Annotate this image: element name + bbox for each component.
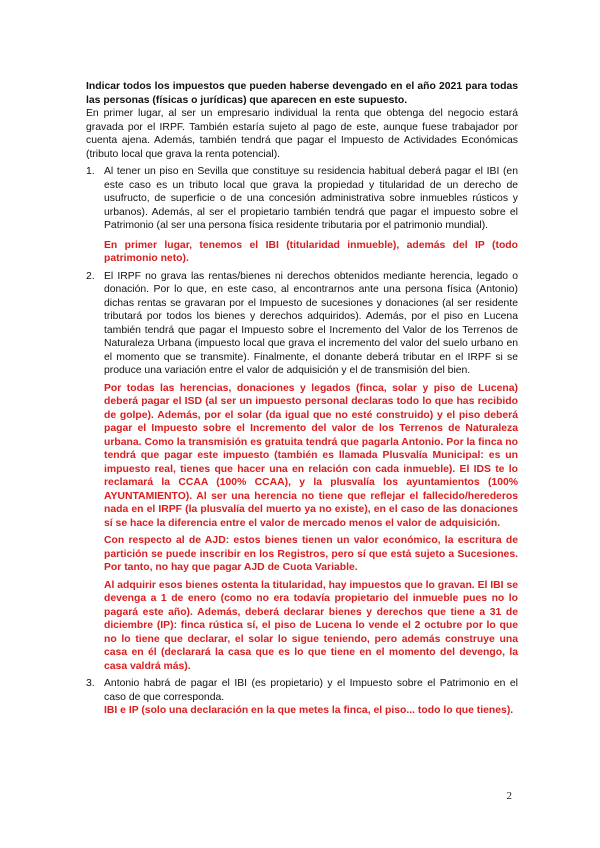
item-number: 2.	[86, 270, 95, 282]
list-item-2	[86, 270, 518, 674]
item-number: 3.	[86, 678, 95, 689]
list-item-1	[86, 165, 518, 266]
item-note: Con respecto al de AJD: estos bienes tienen un valor económico, la escritura de partición se puede inscribir en los Registros, pero sí que está sujeto a Sucesiones. Por tanto, no hay que pagar AJD de Cuota Variable.	[104, 535, 518, 573]
item-note: Al adquirir esos bienes ostenta la titularidad, hay impuestos que lo gravan. El IBI se devenga a 1 de enero (como no era todavía propietario del inmueble pues no lo pagará este año). Además, deberá declarar bienes y derechos que tiene a 31 de diciembre (IP): finca rústica sí, el piso de Lucena lo vende el 2 octubre por lo que no lo tiene que declarar, el solar lo sigue teniendo, pero además construye una casa en él (declarará la casa que es lo que tiene en el momento del devengo, la casa valdrá más).	[104, 579, 519, 672]
item-note: En primer lugar, tenemos el IBI (titularidad inmueble), además del IP (todo patrimonio neto).	[104, 239, 518, 264]
list-item-3	[86, 677, 518, 718]
item-note: Por todas las herencias, donaciones y legados (finca, solar y piso de Lucena) deberá pagar el ISD (al ser un impuesto personal declaras todo lo que has recibido de golpe). Además, por el solar (da igual que no esté construido) y el piso deberá pagar el Impuesto sobre el Incremento del valor de los Terrenos de Naturaleza urbana. Como la transmisión es gratuita tendrá que pagarla Antonio. Por la finca no tendrá que pagar este impuesto (también es llamada Plusvalía Municipal: es un impuesto real, tienes que hacer una en relación con cada inmueble). El IDS te lo reclamará la CCAA (100% CCAA), y la plusvalía los ayuntamientos (100% AYUNTAMIENTO). Al ser una herencia no tiene que reflejar el fallecido/herederos nada en el IRPF (la plusvalía del muerto ya no existe), en el caso de las donaciones sí se hace la diferencia entre el valor de mercado menos el valor de adquisición.	[104, 382, 518, 529]
item-text: El IRPF no grava las rentas/bienes ni derechos obtenidos mediante herencia, legado o donación. Por lo que, en este caso, al encontrarnos ante una persona física (Antonio) dichas rentas se gravaran por el Impuesto de sucesiones y donaciones (al ser residente tributará por todos los bienes y derechos adquiridos). Además, por el piso en Lucena también tendrá que pagar el Impuesto sobre el Incremento del Valor de los Terrenos de Naturaleza Urbana (impuesto local que grava el incremento del valor del suelo urbano en el momento que se transmite). Finalmente, el donante deberá tributar en el IRPF si se produce una variación entre el valor de adquisición y el de transmisión del bien.	[104, 270, 518, 376]
item-note: IBI e IP (solo una declaración en la que metes la finca, el piso... todo lo que tienes).	[104, 705, 514, 716]
document-page	[86, 80, 518, 718]
item-number: 1.	[86, 166, 95, 177]
intro-paragraph: En primer lugar, al ser un empresario individual la renta que obtenga del negocio estará gravada por el IRPF. También estaría sujeto al pago de este, aunque fuese trabajador por cuenta ajena. Además, también tendrá que pagar el Impuesto de Actividades Económicas (tributo local que grava la renta potencial).	[86, 108, 518, 160]
page-number: 2	[506, 790, 512, 802]
question-heading: Indicar todos los impuestos que pueden haberse devengado en el año 2021 para todas las personas (físicas o jurídicas) que aparecen en este supuesto.	[86, 81, 518, 106]
item-text: Antonio habrá de pagar el IBI (es propietario) y el Impuesto sobre el Patrimonio en el caso de que corresponda.	[104, 678, 518, 703]
item-text: Al tener un piso en Sevilla que constituye su residencia habitual deberá pagar el IBI (en este caso es un tributo local que grava la propiedad y titularidad de un derecho de usufructo, de superficie o de una concesión administrativa sobre inmuebles rústicos y urbanos). Además, al ser el propietario también tendrá que pagar el impuesto sobre el Patrimonio (al ser una persona física residente tributaria por el patrimonio mundial).	[104, 166, 518, 231]
